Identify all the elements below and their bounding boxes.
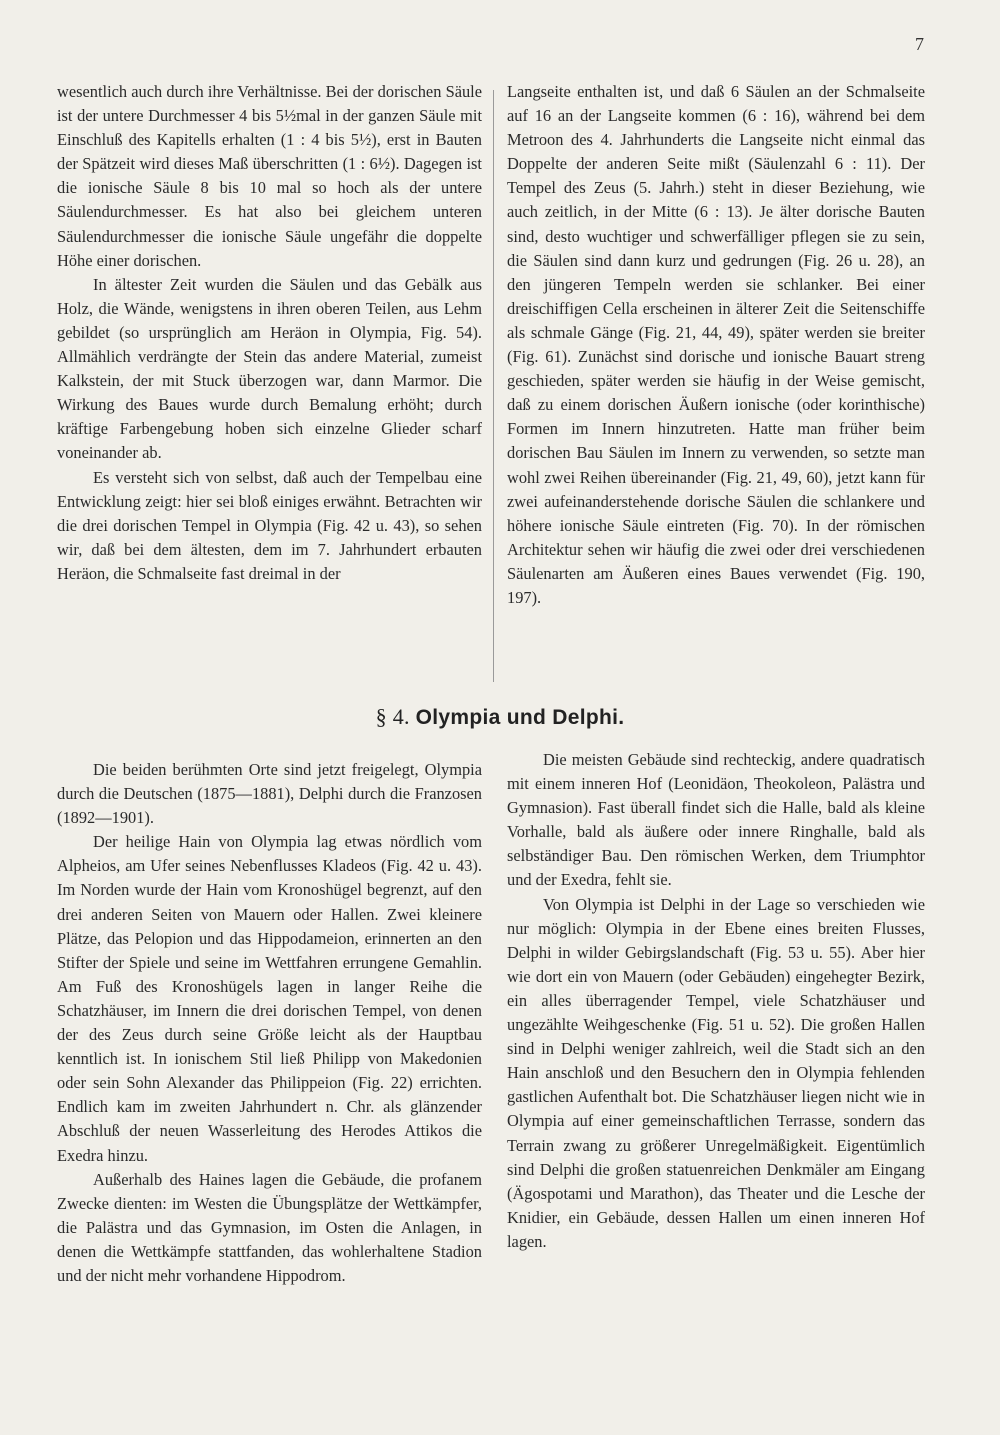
column-divider <box>493 90 494 682</box>
paragraph: Von Olympia ist Delphi in der Lage so verschieden wie nur möglich: Olympia in der Ebene eines breiten Flusses, Delphi in wilder Gebirgslandschaft (Fig. 53 u. 55). Aber hier wie dort ein von Mauern (oder Gebäuden) eingehegter Bezirk, ein alles überragender Tempel, viele Schatzhäuser und ungezählte Weihgeschenke (Fig. 51 u. 52). Die großen Hallen sind in Delphi weniger zahlreich, weil die Stadt sich an den Hain anschloß und den Besuchern den in Olympia fehlenden gastlichen Aufenthalt bot. Die Schatzhäuser liegen nicht wie in Olympia auf einer gemeinschaftlichen Terrasse, sondern das Terrain zwang zu größerer Unregelmäßigkeit. Eigentümlich sind Delphi die großen statuenreichen Denkmäler am Eingang (Ägospotami und Marathon), das Theater und die Lesche der Knidier, ein Gebäude, dessen Hallen um einen inneren Hof lagen. <box>507 894 925 1251</box>
bottom-right-column <box>507 748 925 1254</box>
bottom-left-column <box>57 758 482 1288</box>
paragraph: Es versteht sich von selbst, daß auch der Tempelbau eine Entwicklung zeigt: hier sei bloß einiges erwähnt. Betrachten wir die drei dorischen Tempel in Olympia (Fig. 42 u. 43), so sehen wir, daß bei dem ältesten, dem im 7. Jahrhundert erbauten Heräon, die Schmalseite fast dreimal in der <box>57 467 482 583</box>
page-number: 7 <box>915 34 924 54</box>
top-right-column <box>507 80 925 610</box>
paragraph: Die meisten Gebäude sind rechteckig, andere quadratisch mit einem inneren Hof (Leonidäon, Theokoleon, Palästra und Gymnasion). Fast überall findet sich die Halle, bald als kleine Vorhalle, bald als äußere oder innere Ringhalle, bald als selbständiger Bau. Den römischen Werken, dem Triumphtor und der Exedra, fehlt sie. <box>507 750 925 890</box>
paragraph: wesentlich auch durch ihre Verhältnisse. Bei der dorischen Säule ist der untere Durchmesser 4 bis 5½mal in der ganzen Säule mit Einschluß des Kapitells erhalten (1 : 4 bis 5½), erst in Bauten der Spätzeit wird dieses Maß überschritten (1 : 6½). Dagegen ist die ionische Säule 8 bis 10 mal so hoch als der untere Säulendurchmesser. Es hat also bei gleichem unteren Säulendurchmesser die ionische Säule ungefähr die doppelte Höhe einer dorischen. <box>57 82 482 270</box>
paragraph: Der heilige Hain von Olympia lag etwas nördlich vom Alpheios, am Ufer seines Nebenflusses Kladeos (Fig. 42 u. 43). Im Norden wurde der Hain vom Kronoshügel begrenzt, auf den drei anderen Seiten von Mauern oder Hallen. Zwei kleinere Plätze, das Pelopion und das Hippodameion, erinnerten an den Stifter der Spiele und seine im Wettfahren errungene Gemahlin. Am Fuß des Kronoshügels lagen in langer Reihe die Schatzhäuser, im Innern die drei dorischen Tempel, von denen der des Zeus durch seine Größe leicht als der Hauptbau kenntlich ist. In ionischem Stil ließ Philipp von Makedonien oder sein Sohn Alexander das Philippeion (Fig. 22) errichten. Endlich kam im zweiten Jahrhundert n. Chr. als glänzender Abschluß der neuen Wasserleitung des Herodes Attikos die Exedra hinzu. <box>57 832 482 1165</box>
paragraph: Außerhalb des Haines lagen die Gebäude, die profanem Zwecke dienten: im Westen die Übungsplätze der Wettkämpfer, die Palästra und das Gymnasion, im Osten die Anlagen, in denen die Wettkämpfe stattfanden, das wohlerhaltene Stadion und der nicht mehr vorhandene Hippodrom. <box>57 1169 482 1285</box>
section-number: § 4. <box>375 704 410 729</box>
paragraph: In ältester Zeit wurden die Säulen und das Gebälk aus Holz, die Wände, wenigstens in ihren oberen Teilen, aus Lehm gebildet (so ursprünglich am Heräon in Olympia, Fig. 54). Allmählich verdrängte der Stein das andere Material, zumeist Kalkstein, der mit Stuck überzogen war, dann Marmor. Die Wirkung des Baues wurde durch Bemalung erhöht; durch kräftige Farbengebung hoben sich einzelne Glieder scharf voneinander ab. <box>57 274 482 463</box>
section-heading <box>0 702 1000 733</box>
paragraph: Die beiden berühmten Orte sind jetzt freigelegt, Olympia durch die Deutschen (1875—1881), Delphi durch die Franzosen (1892—1901). <box>57 760 482 828</box>
top-left-column <box>57 80 482 586</box>
section-title: Olympia und Delphi. <box>415 706 625 729</box>
paragraph: Langseite enthalten ist, und daß 6 Säulen an der Schmalseite auf 16 an der Langseite kommen (6 : 16), während bei dem Metroon des 4. Jahrhunderts die Langseite nicht einmal das Doppelte der anderen Seite mißt (Säulenzahl 6 : 11). Der Tempel des Zeus (5. Jahrh.) steht in dieser Beziehung, wie auch zeitlich, in der Mitte (6 : 13). Je älter dorische Bauten sind, desto wuchtiger und schwerfälliger pflegen sie zu sein, die Säulen sind dann kurz und gedrungen (Fig. 26 u. 28), an den jüngeren Tempeln werden sie schlanker. Bei einer dreischiffigen Cella erscheinen in älterer Zeit die Seitenschiffe als schmale Gänge (Fig. 21, 44, 49), später werden sie breiter (Fig. 61). Zunächst sind dorische und ionische Bauart streng geschieden, später werden sie häufig in der Weise gemischt, daß zu einem dorischen Äußern ionische (oder korinthische) Formen im Innern hinzutreten. Hatte man früher beim dorischen Bau Säulen im Innern zu verwenden, so setzte man wohl zwei Reihen übereinander (Fig. 21, 49, 60), jetzt kann für zwei aufeinanderstehende dorische Säulen die schlankere und höhere ionische Säule eintreten (Fig. 70). In der römischen Architektur sehen wir häufig die zwei oder drei verschiedenen Säulenarten am Äußeren eines Baues verwendet (Fig. 190, 197). <box>507 82 925 607</box>
